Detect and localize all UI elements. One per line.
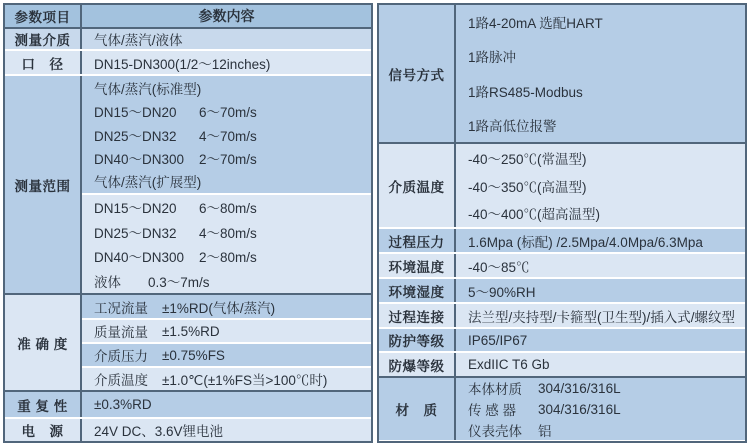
spec-row (456, 378, 745, 440)
parameter-content-repeatability (82, 392, 371, 417)
spec-line: IP65/IP67 (468, 332, 528, 348)
spec-row (82, 392, 371, 417)
spec-line-value: ±1.5%RD (162, 323, 220, 339)
spec-line: ±0.3%RD (94, 397, 152, 412)
spec-line (94, 220, 371, 245)
spec-row (456, 329, 745, 351)
parameter-label-header: 参数项目 (5, 5, 82, 27)
spec-line-value: 铝 (538, 423, 552, 439)
spec-line: -40～250℃(常温型) (468, 151, 587, 167)
section-power (5, 417, 371, 441)
spec-line: 24V DC、3.6V锂电池 (94, 424, 224, 439)
spec-line (94, 99, 371, 122)
parameter-content-power (82, 419, 371, 441)
parameter-content-process-connection (456, 304, 745, 327)
section-ambient-humidity (379, 277, 745, 302)
spec-line-key: DN15～DN20 (94, 105, 177, 121)
parameter-content-medium-temp (456, 144, 745, 227)
spec-line-key: DN40～DN300 (94, 250, 185, 266)
section-diameter (5, 49, 371, 74)
section-process-pressure (379, 227, 745, 252)
spec-line (94, 344, 371, 366)
spec-line-key: DN25～DN32 (94, 128, 177, 144)
parameter-content-process-pressure (456, 229, 745, 252)
spec-line (94, 320, 371, 342)
spec-line-key: 仪表壳体 (468, 423, 522, 439)
section-accuracy (5, 293, 371, 390)
parameter-label-range: 测量范围 (5, 76, 82, 293)
spec-line (468, 378, 745, 399)
spec-line-key: 质量流量 (94, 325, 148, 340)
parameter-label-ambient-humidity: 环境湿度 (379, 279, 456, 302)
spec-line: 气体/蒸汽/液体 (94, 33, 183, 48)
parameter-label-process-pressure: 过程压力 (379, 229, 456, 252)
parameter-label-protection-rating: 防护等级 (379, 329, 456, 351)
spec-line: -40～85℃ (468, 259, 530, 275)
section-medium-temp (379, 142, 745, 227)
spec-row (82, 342, 371, 366)
parameter-label-accuracy: 准 确 度 (5, 295, 82, 390)
left-spec-table (3, 3, 373, 443)
parameter-label-power: 电 源 (5, 419, 82, 441)
spec-line: -40～400℃(超高温型) (468, 207, 601, 223)
spec-line (94, 244, 371, 269)
spec-line-value: 6～80m/s (199, 201, 257, 217)
spec-line-value: ±0.75%FS (162, 347, 225, 363)
spec-row (82, 29, 371, 49)
spec-line (468, 419, 745, 440)
spec-line-key: 本体材质 (468, 382, 522, 398)
spec-line: 1路高低位报警 (468, 118, 557, 134)
section-signal (379, 5, 745, 142)
spec-line: -40～350℃(高温型) (468, 179, 587, 195)
spec-line: 气体/蒸汽(扩展型) (94, 175, 202, 191)
spec-line (94, 195, 371, 220)
parameter-content-ambient-humidity (456, 279, 745, 302)
spec-row (456, 5, 745, 142)
spec-line: 1路脉冲 (468, 50, 517, 66)
spec-line-value: 4～70m/s (199, 128, 257, 144)
spec-line-key: DN40～DN300 (94, 151, 185, 167)
parameter-label-medium: 测量介质 (5, 29, 82, 49)
spec-line: 气体/蒸汽(标准型) (94, 81, 202, 97)
parameter-label-diameter: 口 径 (5, 51, 82, 74)
spec-row (82, 193, 371, 293)
spec-row (82, 419, 371, 441)
parameter-label-explosion-proof-rating: 防爆等级 (379, 353, 456, 376)
parameter-label-process-connection: 过程连接 (379, 304, 456, 327)
parameter-content-signal (456, 5, 745, 142)
spec-row (82, 318, 371, 342)
spec-line-key: DN15～DN20 (94, 201, 177, 217)
spec-line: 5～90%RH (468, 284, 536, 300)
parameter-content-explosion-proof-rating (456, 353, 745, 376)
spec-line (94, 146, 371, 169)
spec-line: 法兰型/夹持型/卡箍型(卫生型)/插入式/螺纹型 (468, 309, 735, 325)
spec-line: DN15-DN300(1/2～12inches) (94, 56, 271, 72)
spec-line-value: 304/316/316L (538, 401, 621, 417)
spec-line: 1路4-20mA 选配HART (468, 16, 603, 32)
spec-row (82, 295, 371, 318)
spec-line (94, 295, 371, 318)
spec-line: 参数内容 (198, 8, 255, 24)
spec-line (94, 123, 371, 146)
spec-line-value: 2～70m/s (199, 151, 257, 167)
section-material (379, 376, 745, 440)
spec-line: 1.6Mpa (标配) /2.5Mpa/4.0Mpa/6.3Mpa (468, 234, 703, 250)
parameter-content-range (82, 76, 371, 293)
spec-line: 液体 0.3～7m/s (94, 274, 210, 290)
spec-row (456, 304, 745, 327)
spec-row (82, 76, 371, 193)
section-medium (5, 27, 371, 49)
spec-row (82, 366, 371, 390)
spec-line-value: 2～80m/s (199, 250, 257, 266)
spec-row (82, 5, 371, 27)
spec-row (456, 279, 745, 302)
section-ambient-temp (379, 252, 745, 277)
spec-line-value: ±1.0℃(±1%FS当>100℃时) (162, 373, 328, 388)
parameter-label-material: 材 质 (379, 378, 456, 440)
parameter-label-medium-temp: 介质温度 (379, 144, 456, 227)
spec-row (456, 353, 745, 376)
spec-line-key: 传 感 器 (468, 403, 517, 418)
parameter-content-protection-rating (456, 329, 745, 351)
right-spec-table (377, 3, 747, 443)
spec-row (456, 229, 745, 252)
parameter-content-medium (82, 29, 371, 49)
parameter-content-diameter (82, 51, 371, 74)
section-range (5, 74, 371, 293)
spec-line-key: 介质温度 (94, 373, 148, 388)
section-explosion-proof-rating (379, 351, 745, 376)
spec-line: 1路RS485-Modbus (468, 84, 583, 100)
spec-line-key: DN25～DN32 (94, 225, 177, 241)
spec-row (82, 51, 371, 74)
spec-row (456, 144, 745, 227)
spec-line-value: ±1%RD(气体/蒸汽) (162, 300, 276, 316)
parameter-label-repeatability: 重 复 性 (5, 392, 82, 417)
spec-line (468, 399, 745, 420)
section-protection-rating (379, 327, 745, 351)
spec-line-value: 304/316/316L (538, 380, 621, 396)
parameter-content-ambient-temp (456, 254, 745, 277)
section-process-connection (379, 302, 745, 327)
spec-row (456, 254, 745, 277)
parameter-content-header (82, 5, 371, 27)
spec-line-key: 工况流量 (94, 300, 148, 316)
parameter-content-accuracy (82, 295, 371, 390)
section-repeatability (5, 390, 371, 417)
spec-line-key: 介质压力 (94, 349, 148, 364)
section-header (5, 5, 371, 27)
spec-line: ExdIIC T6 Gb (468, 357, 550, 372)
parameter-label-signal: 信号方式 (379, 5, 456, 142)
spec-line-value: 6～70m/s (199, 105, 257, 121)
parameter-label-ambient-temp: 环境温度 (379, 254, 456, 277)
spec-line (94, 368, 371, 390)
spec-line-value: 4～80m/s (199, 225, 257, 241)
parameter-content-material (456, 378, 745, 440)
